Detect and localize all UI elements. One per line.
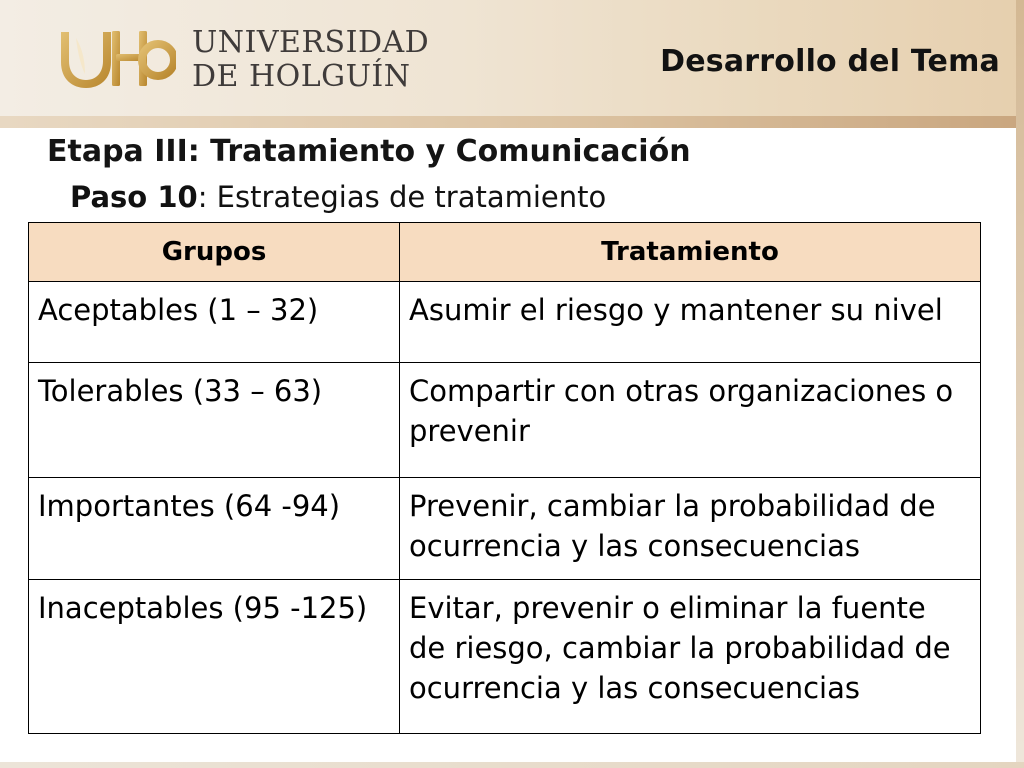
uho-logo-icon — [54, 26, 176, 90]
table-row — [29, 477, 981, 579]
university-name — [192, 25, 430, 94]
treatment-cell: Evitar, prevenir o eliminar la fuente de riesgo, cambiar la probabilidad de ocurrencia y las consecuencias — [400, 579, 981, 733]
header-divider — [0, 116, 1024, 128]
treatment-table — [28, 222, 981, 734]
treatment-cell: Compartir con otras organizaciones o prevenir — [400, 363, 981, 478]
group-cell: Inaceptables (95 -125) — [29, 579, 400, 733]
table-row — [29, 579, 981, 733]
step-description: : Estrategias de tratamiento — [197, 180, 607, 214]
group-cell: Tolerables (33 – 63) — [29, 363, 400, 478]
table-header-row — [29, 223, 981, 282]
group-cell: Importantes (64 -94) — [29, 477, 400, 579]
right-border — [1016, 0, 1024, 768]
group-cell: Aceptables (1 – 32) — [29, 282, 400, 363]
university-name-line2: DE HOLGUÍN — [192, 59, 411, 94]
step-label: Paso 10 — [70, 180, 198, 214]
header-tratamiento: Tratamiento — [400, 223, 981, 282]
university-logo — [54, 20, 430, 98]
treatment-table-wrapper — [28, 222, 980, 734]
treatment-cell: Prevenir, cambiar la probabilidad de ocurrencia y las consecuencias — [400, 477, 981, 579]
header-title: Desarrollo del Tema — [660, 44, 1000, 79]
university-name-line1: UNIVERSIDAD — [192, 25, 430, 60]
stage-title: Etapa III: Tratamiento y Comunicación — [47, 134, 691, 169]
bottom-border — [0, 762, 1024, 768]
header-grupos: Grupos — [29, 223, 400, 282]
table-row — [29, 363, 981, 478]
treatment-cell: Asumir el riesgo y mantener su nivel — [400, 282, 981, 363]
step-line — [70, 180, 606, 214]
table-row — [29, 282, 981, 363]
